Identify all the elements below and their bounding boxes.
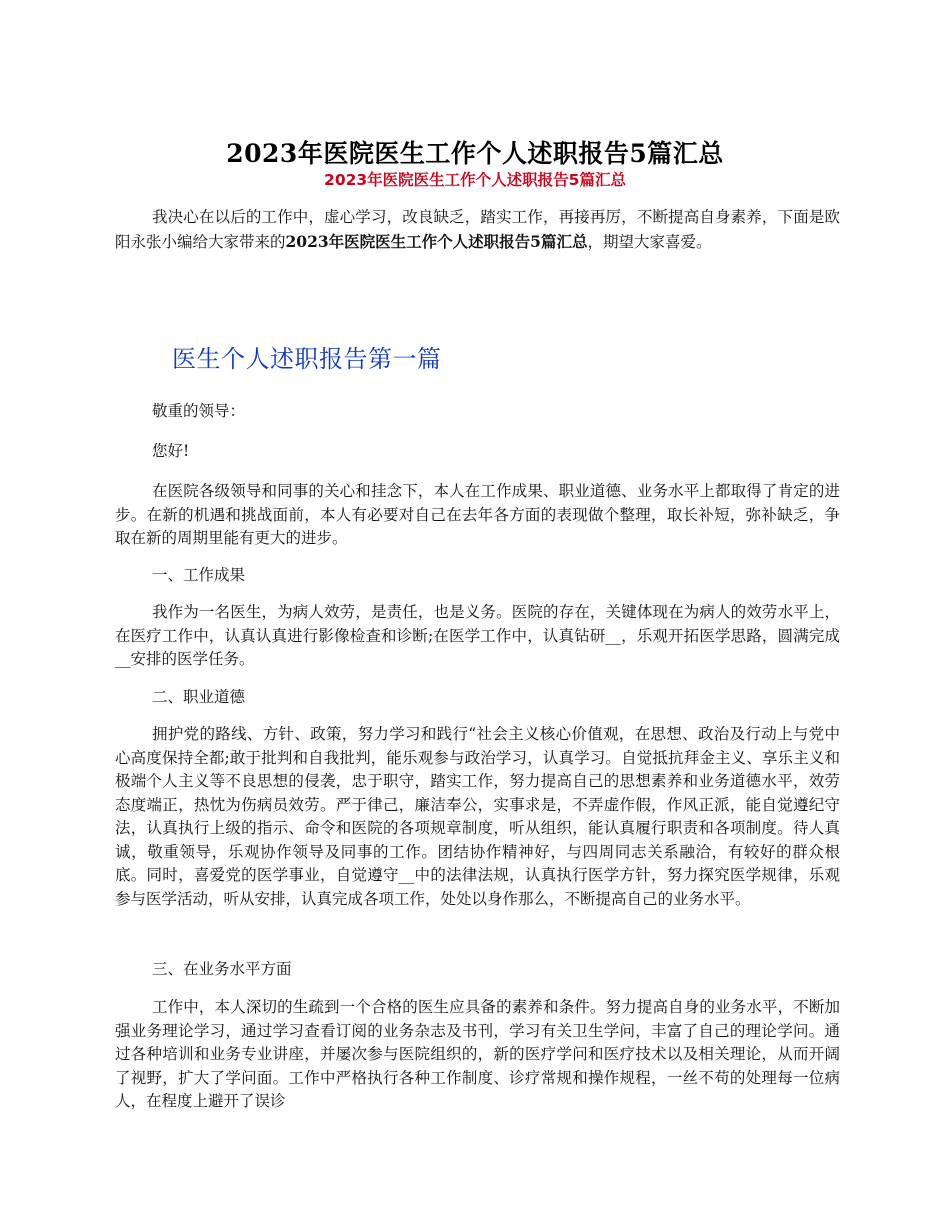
intro-paragraph — [115, 206, 840, 254]
subheading-2: 二、职业道德 — [152, 688, 246, 706]
body-paragraph-3: 拥护党的路线、方针、政策，努力学习和践行“社会主义核心价值观，在思想、政治及行动上与党中心高度保持全都;敢于批判和自我批判，能乐观参与政治学习，认真学习。自觉抵抗拜金主义、享乐主义和极端个人主义等不良思想的侵袭，忠于职守，踏实工作，努力提高自己的思想素养和业务道德水平，效劳态度端正，热忱为伤病员效劳。严于律己，廉洁奉公，实事求是，不弄虚作假，作风正派，能自觉遵纪守法，认真执行上级的指示、命令和医院的各项规章制度，听从组织，能认真履行职责和各项制度。待人真诚，敬重领导，乐观协作领导及同事的工作。团结协作精神好，与四周同志关系融洽，有较好的群众根底。同时，喜爱党的医学事业，自觉遵守__中的法律法规，认真执行医学方针，努力探究医学规律，乐观参与医学活动，听从安排，认真完成各项工作，处处以身作那么，不断提高自己的业务水平。 — [115, 725, 840, 908]
document-subtitle: 2023年医院医生工作个人述职报告5篇汇总 — [324, 171, 626, 189]
salutation: 敬重的领导： — [152, 402, 246, 420]
intro-text-after: ，期望大家喜爱。 — [587, 232, 712, 251]
greeting: 您好! — [152, 442, 190, 460]
intro-text-before: 我决心在以后的工作中，虚心学习，改良缺乏，踏实工作，再接再厉，不断提高自身素养，下面是欧阳永张小编给大家带来的 — [115, 208, 840, 251]
section-heading: 医生个人述职报告第一篇 — [172, 345, 442, 373]
intro-text-bold: 2023年医院医生工作个人述职报告5篇汇总 — [285, 231, 588, 251]
subheading-3: 三、在业务水平方面 — [152, 960, 292, 978]
body-paragraph-4: 工作中，本人深切的生疏到一个合格的医生应具备的素养和条件。努力提高自身的业务水平，不断加强业务理论学习，通过学习查看订阅的业务杂志及书刊，学习有关卫生学问，丰富了自己的理论学问。通过各种培训和业务专业讲座，并屡次参与医院组织的，新的医疗学问和医疗技术以及相关理论，从而开阔了视野，扩大了学问面。工作中严格执行各种工作制度、诊疗常规和操作规程，一丝不苟的处理每一位病人，在程度上避开了误诊 — [115, 998, 840, 1110]
body-paragraph-1: 在医院各级领导和同事的关心和挂念下，本人在工作成果、职业道德、业务水平上都取得了肯定的进步。在新的机遇和挑战面前，本人有必要对自己在去年各方面的表现做个整理，取长补短，弥补缺乏，争取在新的周期里能有更大的进步。 — [115, 482, 840, 547]
subheading-1: 一、工作成果 — [152, 566, 246, 584]
body-paragraph-2: 我作为一名医生，为病人效劳，是责任，也是义务。医院的存在，关键体现在为病人的效劳水平上，在医疗工作中，认真认真进行影像检查和诊断;在医学工作中，认真钻研__，乐观开拓医学思路，圆满完成__安排的医学任务。 — [115, 603, 840, 668]
document-title: 2023年医院医生工作个人述职报告5篇汇总 — [226, 139, 724, 168]
